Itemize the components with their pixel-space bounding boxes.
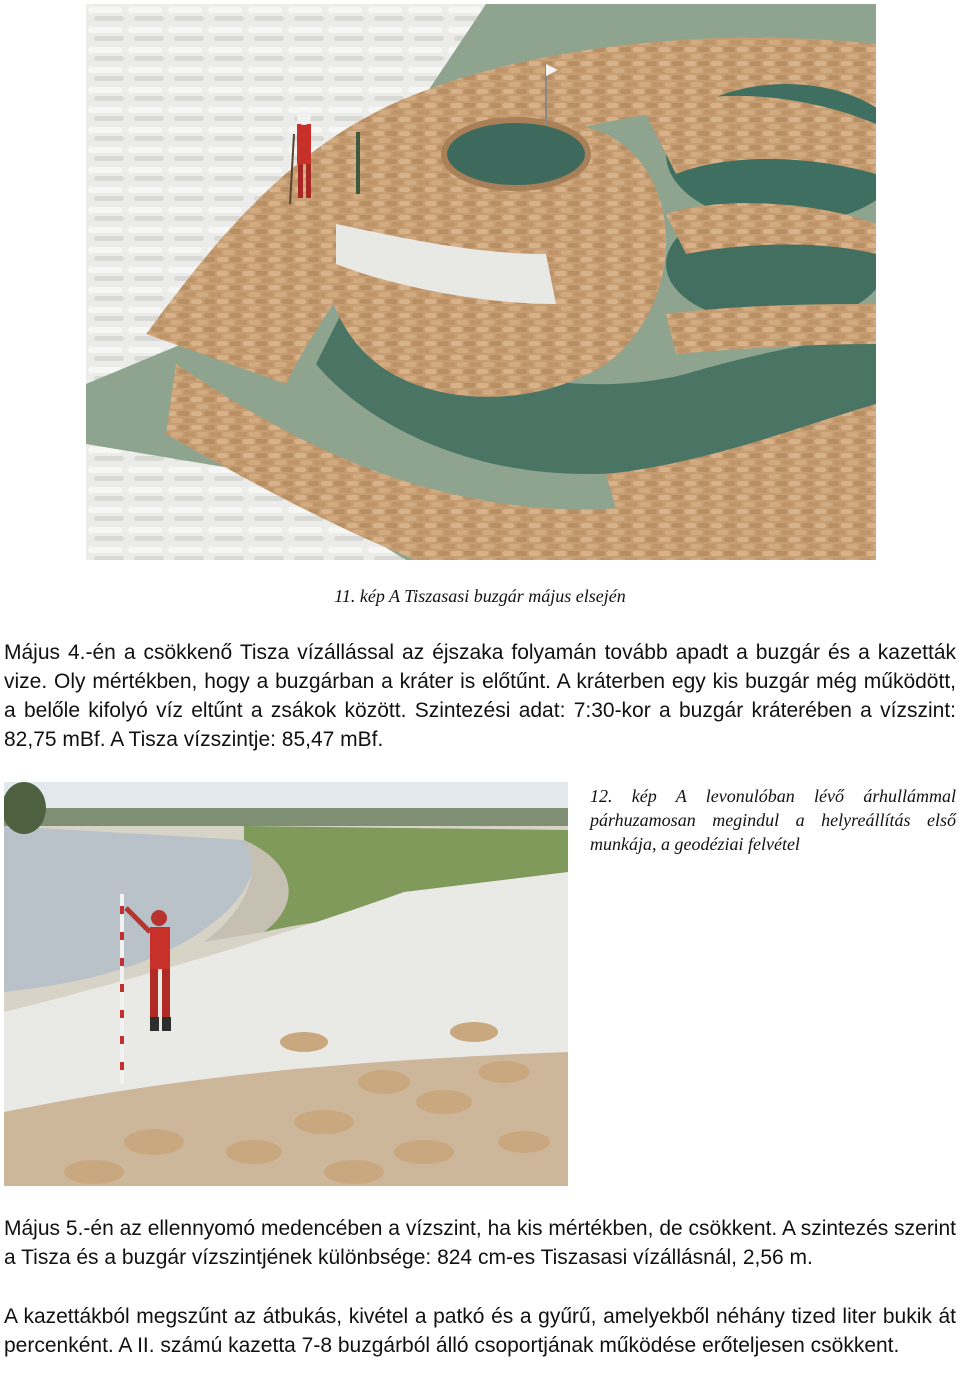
figure-12-caption: 12. kép A levonulóban lévő árhullámmal párhuzamosan megindul a helyreállítás első munkája, a geodéziai felvétel bbox=[590, 786, 956, 854]
paragraph-may-5: Május 5.-én az ellennyomó medencében a vízszint, ha kis mértékben, de csökkent. A szintezés szerint a Tisza és a buzgár vízszintjének különbsége: 824 cm-es Tiszasasi vízállásnál, 2,56 m. bbox=[4, 1217, 956, 1269]
figure-11-caption: 11. kép A Tiszasasi buzgár május elsején bbox=[334, 586, 626, 606]
photo-geodetic-survey-drawing bbox=[4, 782, 568, 1186]
photo-sandbag-boil bbox=[86, 4, 876, 560]
paragraph-may-4: Május 4.-én a csökkenő Tisza vízállással az éjszaka folyamán tovább apadt a buzgár és a kazetták vize. Oly mértékben, hogy a buzgárban a kráter is előtűnt. A kráterben egy kis buzgár még működött, a belőle kifolyó víz eltűnt a zsákok között. Szintezési adat: 7:30-kor a buzgár kráterében a vízszint: 82,75 mBf. A Tisza vízszintje: 85,47 mBf. bbox=[4, 641, 956, 751]
paragraph-cassettes: A kazettákból megszűnt az átbukás, kivétel a patkó és a gyűrű, amelyekből néhány tized liter bukik át percenként. A II. számú kazetta 7-8 buzgárból álló csoportjának működése erőteljesen csökkent. bbox=[4, 1305, 956, 1357]
photo-sandbag-boil-drawing bbox=[86, 4, 876, 560]
photo-geodetic-survey bbox=[4, 782, 568, 1186]
